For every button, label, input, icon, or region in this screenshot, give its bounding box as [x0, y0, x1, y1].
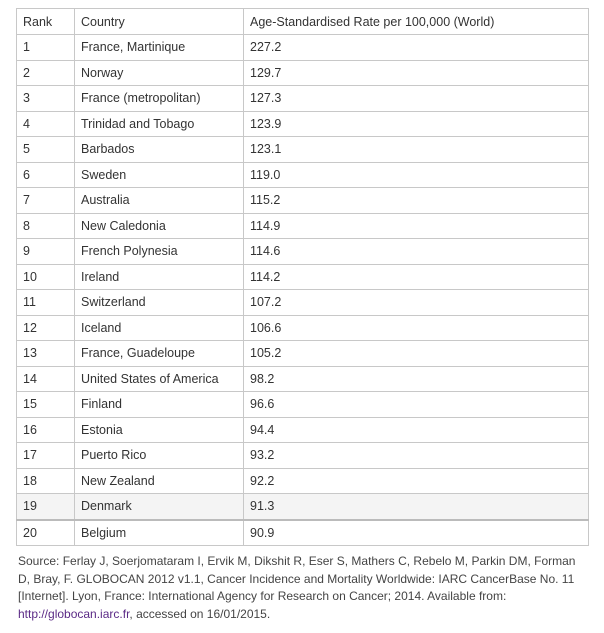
table-row [17, 188, 589, 214]
rank-cell: 15 [17, 392, 75, 418]
rate-cell: 123.9 [244, 111, 589, 137]
rank-cell: 4 [17, 111, 75, 137]
country-cell: Iceland [75, 315, 244, 341]
rank-cell: 9 [17, 239, 75, 265]
table-row [17, 366, 589, 392]
table-row [17, 392, 589, 418]
rate-cell: 115.2 [244, 188, 589, 214]
country-cell: New Caledonia [75, 213, 244, 239]
rate-cell: 98.2 [244, 366, 589, 392]
rate-cell: 127.3 [244, 86, 589, 112]
source-accessed-text: , accessed on 16/01/2015. [129, 606, 271, 621]
table-row [17, 315, 589, 341]
country-cell: France (metropolitan) [75, 86, 244, 112]
rate-cell: 114.6 [244, 239, 589, 265]
rank-cell: 7 [17, 188, 75, 214]
rate-cell: 91.3 [244, 494, 589, 520]
rank-cell: 6 [17, 162, 75, 188]
country-cell: Denmark [75, 494, 244, 520]
table-row [17, 137, 589, 163]
country-cell: Belgium [75, 520, 244, 546]
rank-cell: 8 [17, 213, 75, 239]
rank-cell: 14 [17, 366, 75, 392]
country-cell: France, Martinique [75, 35, 244, 61]
rate-cell: 227.2 [244, 35, 589, 61]
rate-cell: 107.2 [244, 290, 589, 316]
country-cell: Estonia [75, 417, 244, 443]
rank-cell: 3 [17, 86, 75, 112]
rate-cell: 119.0 [244, 162, 589, 188]
table-row [17, 264, 589, 290]
rate-cell: 94.4 [244, 417, 589, 443]
rank-cell: 16 [17, 417, 75, 443]
rank-cell: 10 [17, 264, 75, 290]
header-rank: Rank [17, 9, 75, 35]
rank-cell: 2 [17, 60, 75, 86]
header-country: Country [75, 9, 244, 35]
country-cell: New Zealand [75, 468, 244, 494]
globocan-link[interactable]: http://globocan.iarc.fr [18, 606, 130, 621]
country-cell: Finland [75, 392, 244, 418]
table-body [17, 35, 589, 546]
country-cell: Sweden [75, 162, 244, 188]
table-row [17, 86, 589, 112]
rank-cell: 18 [17, 468, 75, 494]
country-cell: Norway [75, 60, 244, 86]
rank-cell: 11 [17, 290, 75, 316]
rate-cell: 96.6 [244, 392, 589, 418]
rate-cell: 92.2 [244, 468, 589, 494]
table-row [17, 417, 589, 443]
header-rate: Age-Standardised Rate per 100,000 (World) [244, 9, 589, 35]
country-cell: France, Guadeloupe [75, 341, 244, 367]
rank-cell: 17 [17, 443, 75, 469]
source-citation [18, 553, 590, 623]
table-row [17, 162, 589, 188]
table-row [17, 213, 589, 239]
rank-cell: 13 [17, 341, 75, 367]
rank-cell: 19 [17, 494, 75, 520]
table-header-row [17, 9, 589, 35]
table-row [17, 290, 589, 316]
rank-cell: 5 [17, 137, 75, 163]
table-row [17, 443, 589, 469]
rate-cell: 129.7 [244, 60, 589, 86]
ranking-table [16, 8, 589, 546]
table-row [17, 520, 589, 546]
rate-cell: 106.6 [244, 315, 589, 341]
country-cell: Trinidad and Tobago [75, 111, 244, 137]
country-cell: United States of America [75, 366, 244, 392]
table-row [17, 494, 589, 520]
country-cell: Barbados [75, 137, 244, 163]
rate-cell: 93.2 [244, 443, 589, 469]
ranking-table-container [16, 8, 588, 546]
table-row [17, 239, 589, 265]
country-cell: Switzerland [75, 290, 244, 316]
country-cell: French Polynesia [75, 239, 244, 265]
source-text: Source: Ferlay J, Soerjomataram I, Ervik M, Dikshit R, Eser S, Mathers C, Rebelo M, Parkin DM, Forman D, Bray, F. GLOBOCAN 2012 v1.1, Cancer Incidence and Mortality Worldwide: IARC CancerBase No. 11 [Internet]. Lyon, France: International Agency for Research on Cancer; 2014. Available from: [18, 554, 576, 603]
country-cell: Puerto Rico [75, 443, 244, 469]
rate-cell: 123.1 [244, 137, 589, 163]
table-row [17, 468, 589, 494]
rank-cell: 1 [17, 35, 75, 61]
rate-cell: 105.2 [244, 341, 589, 367]
table-row [17, 60, 589, 86]
rank-cell: 12 [17, 315, 75, 341]
table-row [17, 111, 589, 137]
table-row [17, 341, 589, 367]
rate-cell: 90.9 [244, 520, 589, 546]
rate-cell: 114.2 [244, 264, 589, 290]
table-row [17, 35, 589, 61]
rate-cell: 114.9 [244, 213, 589, 239]
country-cell: Ireland [75, 264, 244, 290]
country-cell: Australia [75, 188, 244, 214]
rank-cell: 20 [17, 520, 75, 546]
